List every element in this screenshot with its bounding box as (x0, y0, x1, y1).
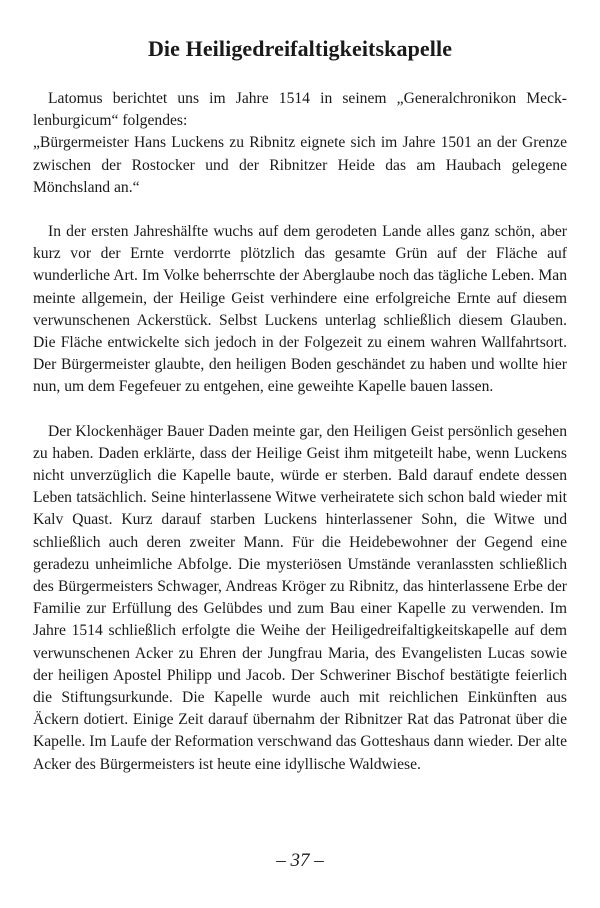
paragraph-daden: Der Klockenhäger Bauer Daden meinte gar, den Heiligen Geist persönlich gesehen zu haben. Daden erklärte, dass der Heilige Geist ihm mitgeteilt habe, wenn Luckens nicht unverzüglich die Kapelle baute, würde er sterben. Bald darauf endete dessen Leben tatsächlich. Seine hinterlassene Witwe verheiratete sich schon bald wieder mit Kalv Quast. Kurz darauf starben Luckens hinterlassener Sohn, die Witwe und schließlich auch deren zweiter Mann. Für die Heidebewohner der Gegend eine geradezu unheimliche Abfolge. Die mysteriösen Umstände veranlassten schließlich des Bürgermeisters Schwager, Andreas Kröger zu Ribnitz, das hinterlassene Erbe der Familie zur Erfüllung des Gelübdes und zum Bau einer Kapelle zu verwenden. Im Jahre 1514 schließlich erfolgte die Weihe der Heiligedreifaltigkeitskapelle auf dem verwunschenen Acker zu Ehren der Jungfrau Maria, des Evangelisten Lucas sowie der heiligen Apostel Philipp und Jacob. Der Schweriner Bischof bestätigte feierlich die Stiftungsurkunde. Die Kapelle wurde auch mit reichlichen Einkünften aus Äckern dotiert. Einige Zeit darauf übernahm der Ribnitzer Rat das Patronat über die Kapelle. Im Laufe der Reformation verschwand das Gotteshaus dann wieder. Der alte Acker des Bürgermeisters ist heute eine idyllische Waldwiese. (33, 422, 567, 773)
body-text (33, 88, 567, 776)
document-page (33, 0, 567, 908)
paragraph-intro: Latomus berichtet uns im Jahre 1514 in seinem „Generalchronikon Mecklenburgicum“ folgendes: (33, 90, 567, 130)
page-number: – 37 – (276, 850, 324, 871)
paragraph-harvest: In der ersten Jahreshälfte wuchs auf dem gerodeten Lande alles ganz schön, aber kurz vor der Ernte verdorrte plötzlich das gesamte Grün auf der Fläche auf wunderliche Art. Im Volke beherrschte der Aberglaube noch das tägliche Leben. Man meinte allgemein, der Heilige Geist verhindere eine erfolgreiche Ernte auf diesem verwunschenen Ackerstück. Selbst Luckens unterlag schließlich diesem Glauben. Die Fläche entwickelte sich jedoch in der Folgezeit zu einem wahren Wallfahrtsort. Der Bürgermeister glaubte, den heiligen Boden geschändet zu haben und wollte hier nun, um dem Fegefeuer zu entgehen, eine geweihte Kapelle bauen lassen. (33, 223, 567, 396)
page-title: Die Heiligedreifaltigkeitskapelle (147, 36, 453, 61)
paragraph-quote: „Bürgermeister Hans Luckens zu Ribnitz eignete sich im Jahre 1501 an der Grenze zwischen der Rostocker und der Ribnitzer Heide das am Haubach gelegene Mönchsland an.“ (33, 134, 567, 196)
paragraph-gap (33, 399, 567, 421)
paragraph-gap (33, 199, 567, 221)
